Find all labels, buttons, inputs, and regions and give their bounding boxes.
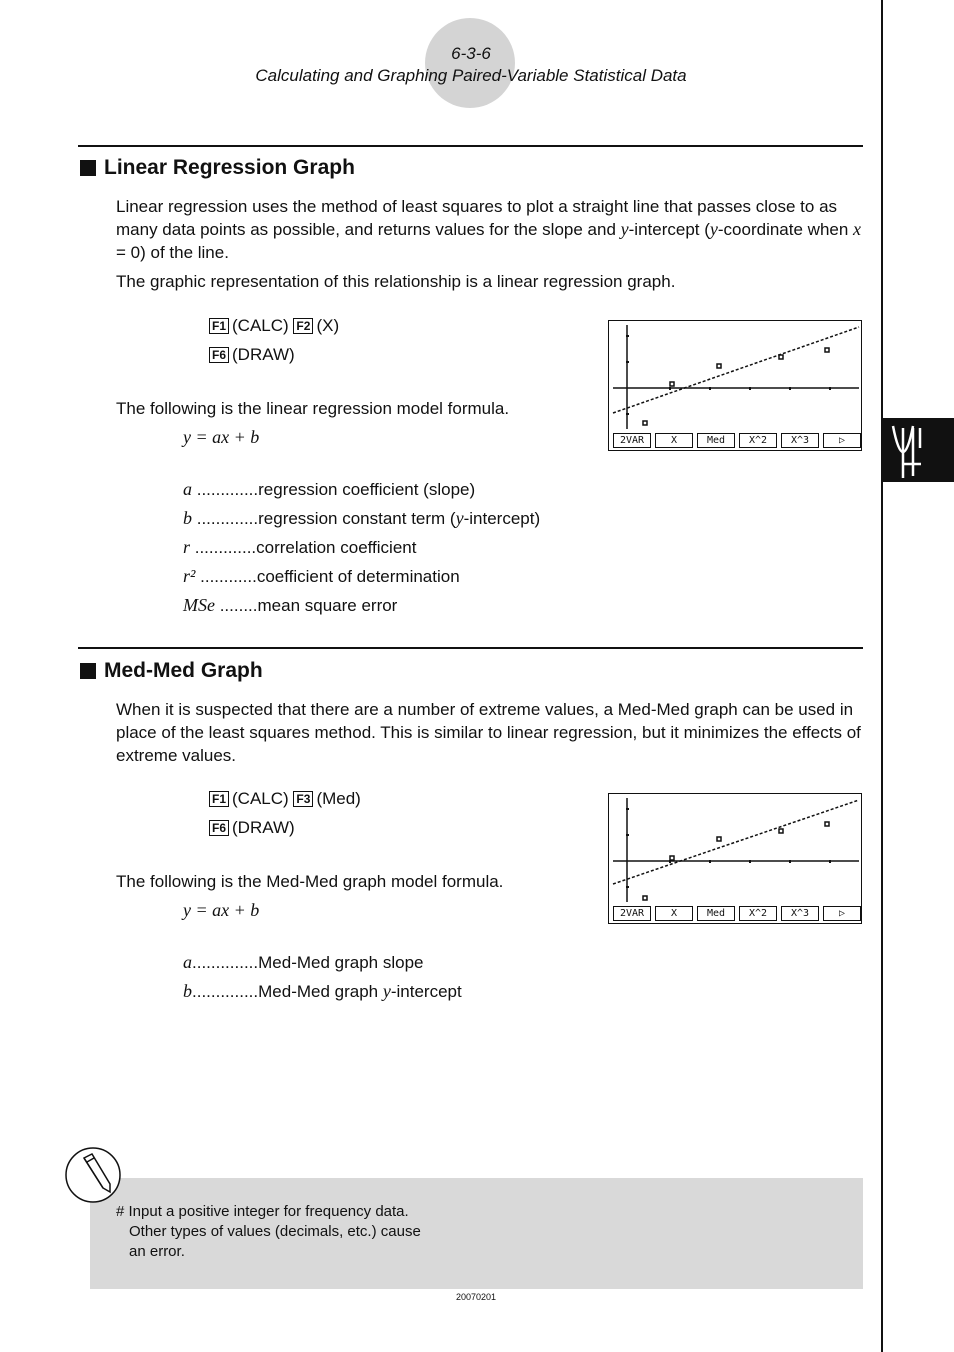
calculator-function-menu [613,906,865,921]
definition-row: r² ............coefficient of determination [183,566,460,586]
f6-key: F6 [209,347,229,363]
pencil-note-icon [64,1146,122,1209]
calculator-screen-medmed [608,793,862,924]
f1-key: F1 [209,318,229,334]
definition-row: b..............Med-Med graph y-intercept [183,981,462,1001]
key-sequence-line: F1 (CALC) F3 (Med) [209,789,361,809]
section-rule [78,647,863,649]
linear-regression-graph-description: The graphic representation of this relationship is a linear regression graph. [116,272,676,291]
menu-2var: 2VAR [613,433,651,448]
menu-2var: 2VAR [613,906,651,921]
page-edge-line [881,0,883,1352]
med-med-description: When it is suspected that there are a number of extreme values, a Med-Med graph can be used in place of the least squares method. This is similar to linear regression, but it minimizes the effects of extreme values. [116,700,861,765]
section-heading-text: Med-Med Graph [104,659,263,682]
menu-x: X [655,433,693,448]
menu-x3: X^3 [781,906,819,921]
section-heading-text: Linear Regression Graph [104,156,355,179]
definition-row: b .............regression constant term (y-intercept) [183,508,541,528]
page-number: 6-3-6 [451,44,491,63]
section-heading [80,659,263,683]
formula-intro: The following is the linear regression model formula. [116,399,510,418]
section-square-icon [80,160,96,176]
key-sequence-line: F6 (DRAW) [209,345,295,365]
menu-x: X [655,906,693,921]
menu-next-icon: ▷ [823,906,861,921]
model-formula: y = ax + b [183,900,260,920]
key-sequence-line: F6 (DRAW) [209,818,295,838]
menu-x3: X^3 [781,433,819,448]
definition-row: MSe ........mean square error [183,595,398,615]
section-rule [78,145,863,147]
menu-x2: X^2 [739,906,777,921]
f2-key: F2 [293,318,313,334]
menu-med: Med [697,906,735,921]
section-heading [80,156,355,180]
model-formula: y = ax + b [183,427,260,447]
f6-key: F6 [209,820,229,836]
f3-key: F3 [293,791,313,807]
menu-x2: X^2 [739,433,777,448]
key-sequence-line: F1 (CALC) F2 (X) [209,316,339,336]
linear-regression-description: Linear regression uses the method of least squares to plot a straight line that passes close to as many data points as possible, and returns values for the slope and y-intercept (y-coordinate when x = 0) of the line. [116,197,862,262]
section-square-icon [80,663,96,679]
menu-next-icon: ▷ [823,433,861,448]
definition-row: a .............regression coefficient (slope) [183,479,476,499]
calculator-screen-linear [608,320,862,451]
formula-intro: The following is the Med-Med graph model formula. [116,872,504,891]
f1-key: F1 [209,791,229,807]
chapter-tab [883,418,954,482]
regression-graph-icon [883,418,954,482]
menu-med: Med [697,433,735,448]
definition-row: a..............Med-Med graph slope [183,952,424,972]
page-header-title: Calculating and Graphing Paired-Variable Statistical Data [255,66,687,85]
footer-code: 20070201 [455,1292,497,1302]
calculator-function-menu [613,433,865,448]
note-text: # Input a positive integer for frequency data. Other types of values (decimals, etc.) cause an error. [116,1203,421,1260]
definition-row: r .............correlation coefficient [183,537,417,557]
